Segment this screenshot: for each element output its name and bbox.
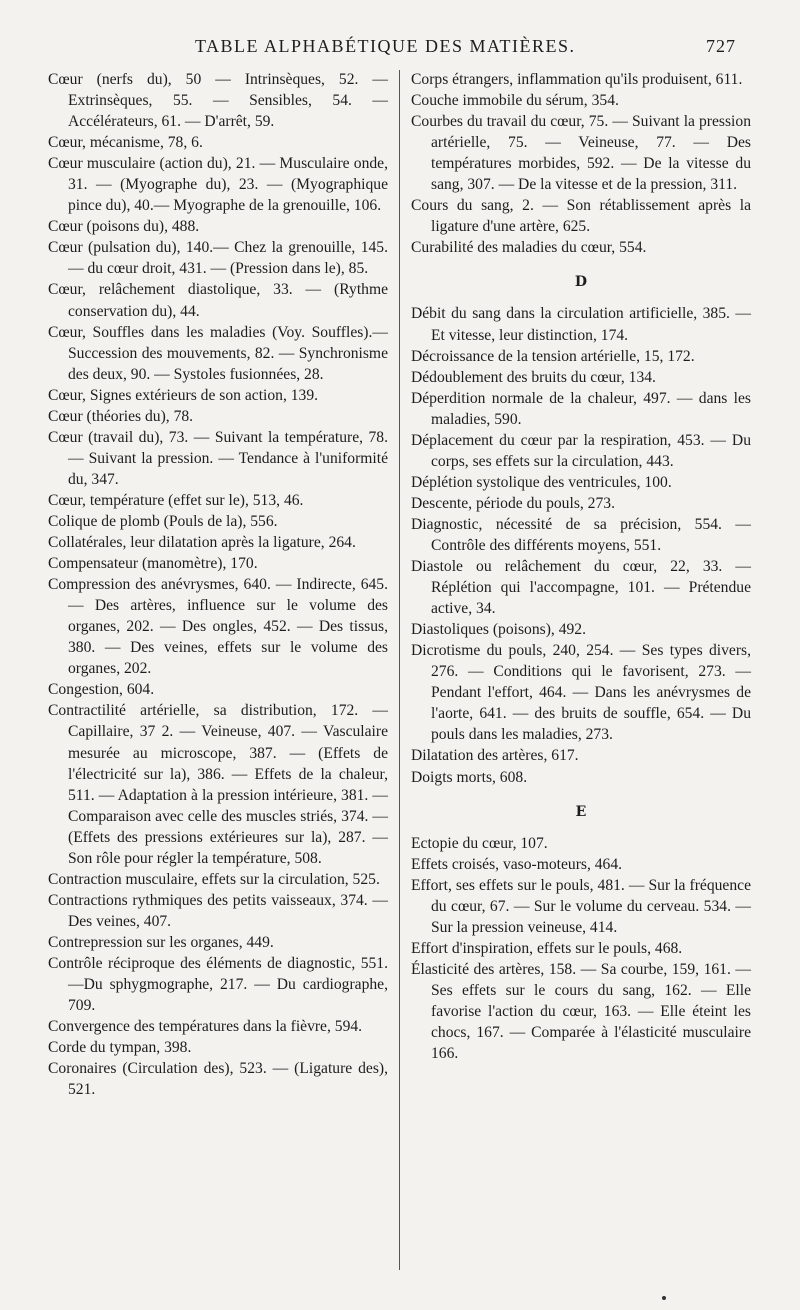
index-entry: Courbes du travail du cœur, 75. — Suivant la pression artérielle, 75. — Veineuse, 77. — Des températures morbides, 592. — De la vitesse du sang, 307. — De la vitesse et de la pression, 311. xyxy=(411,113,751,194)
index-entry: Colique de plomb (Pouls de la), 556. xyxy=(48,512,278,530)
index-entry: Diagnostic, nécessité de sa précision, 554. — Contrôle des différents moyens, 551. xyxy=(411,515,751,554)
index-entry: Compensateur (manomètre), 170. xyxy=(48,555,258,573)
index-entry: Cœur musculaire (action du), 21. — Musculaire onde, 31. — (Myographe du), 23. — (Myographique pince du), 40.— Myographe de la grenouille, 106. xyxy=(48,155,388,215)
running-title: TABLE ALPHABÉTIQUE DES MATIÈRES. xyxy=(195,36,576,56)
index-entry: Contrepression sur les organes, 449. xyxy=(48,933,274,951)
index-entry: Curabilité des maladies du cœur, 554. xyxy=(411,239,647,257)
index-entry: Diastoliques (poisons), 492. xyxy=(411,621,586,639)
index-entry: Effets croisés, vaso-moteurs, 464. xyxy=(411,855,623,873)
index-entry: Cœur (poisons du), 488. xyxy=(48,218,200,236)
index-entry: Congestion, 604. xyxy=(48,681,155,699)
index-entry: Dilatation des artères, 617. xyxy=(411,747,579,765)
index-entry: Cœur, Signes extérieurs de son action, 139. xyxy=(48,386,319,404)
index-entry: Corps étrangers, inflammation qu'ils produisent, 611. xyxy=(411,71,743,88)
index-entry: Contractions rythmiques des petits vaisseaux, 374. — Des veines, 407. xyxy=(48,891,388,930)
index-entry: Déperdition normale de la chaleur, 497. — dans les maladies, 590. xyxy=(411,389,751,428)
index-entry: Cœur, relâchement diastolique, 33. — (Rythme conservation du), 44. xyxy=(48,281,388,320)
index-entry: Compression des anévrysmes, 640. — Indirecte, 645. — Des artères, influence sur le volume des organes, 202. — Des ongles, 452. — Des tissus, 380. — Des veines, effets sur le volume des organes, 202. xyxy=(48,576,388,678)
section-letter-e: E xyxy=(575,803,587,820)
index-entry: Élasticité des artères, 158. — Sa courbe, 159, 161. — Ses effets sur le cours du sang, 162. — Elle favorise l'action du cœur, 163. — Elle éteint les chocs, 167. — Comparée à l'élasticité musculaire 166. xyxy=(411,960,751,1063)
index-entry: Cœur, température (effet sur le), 513, 46. xyxy=(48,491,304,509)
column-divider xyxy=(399,70,400,1270)
index-entry: Cœur (nerfs du), 50 — Intrinsèques, 52. — Extrinsèques, 55. — Sensibles, 54. — Accélérateurs, 61. — D'arrêt, 59. xyxy=(48,71,388,131)
index-entry: Décroissance de la tension artérielle, 15, 172. xyxy=(411,347,695,365)
index-entry: Contrôle réciproque des éléments de diagnostic, 551.—Du sphygmographe, 217. — Du cardiographe, 709. xyxy=(48,954,388,1015)
section-letter-d: D xyxy=(574,274,588,291)
index-entry: Dédoublement des bruits du cœur, 134. xyxy=(411,368,656,386)
page-number: 727 xyxy=(706,36,736,56)
index-entry: Cœur (théories du), 78. xyxy=(48,407,194,425)
index-entry: Contraction musculaire, effets sur la circulation, 525. xyxy=(48,870,380,888)
index-entry: Effort d'inspiration, effets sur le pouls, 468. xyxy=(411,939,683,957)
left-column xyxy=(48,69,388,1100)
index-entry: Déplacement du cœur par la respiration, 453. — Du corps, ses effets sur la circulation, 443. xyxy=(411,431,751,470)
index-entry: Cœur, mécanisme, 78, 6. xyxy=(48,134,203,152)
index-entry: Ectopie du cœur, 107. xyxy=(411,834,548,852)
index-entry: Cœur (pulsation du), 140.— Chez la grenouille, 145. — du cœur droit, 431. — (Pression dans le), 85. xyxy=(48,239,388,278)
index-entry: Collatérales, leur dilatation après la ligature, 264. xyxy=(48,534,356,552)
index-entry: Corde du tympan, 398. xyxy=(48,1039,192,1057)
index-entry: Doigts morts, 608. xyxy=(411,768,528,786)
index-entry: Déplétion systolique des ventricules, 100. xyxy=(411,473,672,491)
index-entry: Convergence des températures dans la fièvre, 594. xyxy=(48,1018,363,1036)
index-entry: Dicrotisme du pouls, 240, 254. — Ses types divers, 276. — Conditions qui le favorisent, 273. — Pendant l'effort, 464. — Dans les anévrysmes de l'aorte, 641. — des bruits de souffle, 654. — Du pouls dans les maladies, 273. xyxy=(411,642,751,744)
index-entry: Descente, période du pouls, 273. xyxy=(411,494,615,512)
index-entry: Diastole ou relâchement du cœur, 22, 33. — Réplétion qui l'accompagne, 101. — Prétendue active, 34. xyxy=(411,558,751,618)
print-speck xyxy=(662,1296,666,1300)
index-entry: Effort, ses effets sur le pouls, 481. — Sur la fréquence du cœur, 67. — Sur le volume du cerveau. 534. — Sur la pression veineuse, 414. xyxy=(411,876,751,936)
index-entry: Débit du sang dans la circulation artificielle, 385. — Et vitesse, leur distinction, 174. xyxy=(411,305,751,344)
index-entry: Coronaires (Circulation des), 523. — (Ligature des), 521. xyxy=(48,1060,388,1099)
index-entry: Contractilité artérielle, sa distribution, 172. — Capillaire, 37 2. — Veineuse, 407. — Vasculaire mesurée au microscope, 387. — (Effets de l'électricité sur la), 386. — Effets de la chaleur, 511. — Adaptation à la pression intérieure, 381. — Comparaison avec celle des muscles striés, 374. — (Effets des pressions extérieures sur la), 287. — Son rôle pour régler la température, 508. xyxy=(48,702,388,867)
right-column xyxy=(411,69,751,1064)
page-header xyxy=(0,36,800,60)
index-entry: Cours du sang, 2. — Son rétablissement après la ligature d'une artère, 625. xyxy=(411,197,751,236)
index-entry: Couche immobile du sérum, 354. xyxy=(411,92,619,110)
index-entry: Cœur (travail du), 73. — Suivant la température, 78. — Suivant la pression. — Tendance à l'uniformité du, 347. xyxy=(48,428,388,488)
index-entry: Cœur, Souffles dans les maladies (Voy. Souffles).—Succession des mouvements, 82. — Synchronisme des deux, 90. — Systoles fusionnées, 28. xyxy=(48,323,388,383)
